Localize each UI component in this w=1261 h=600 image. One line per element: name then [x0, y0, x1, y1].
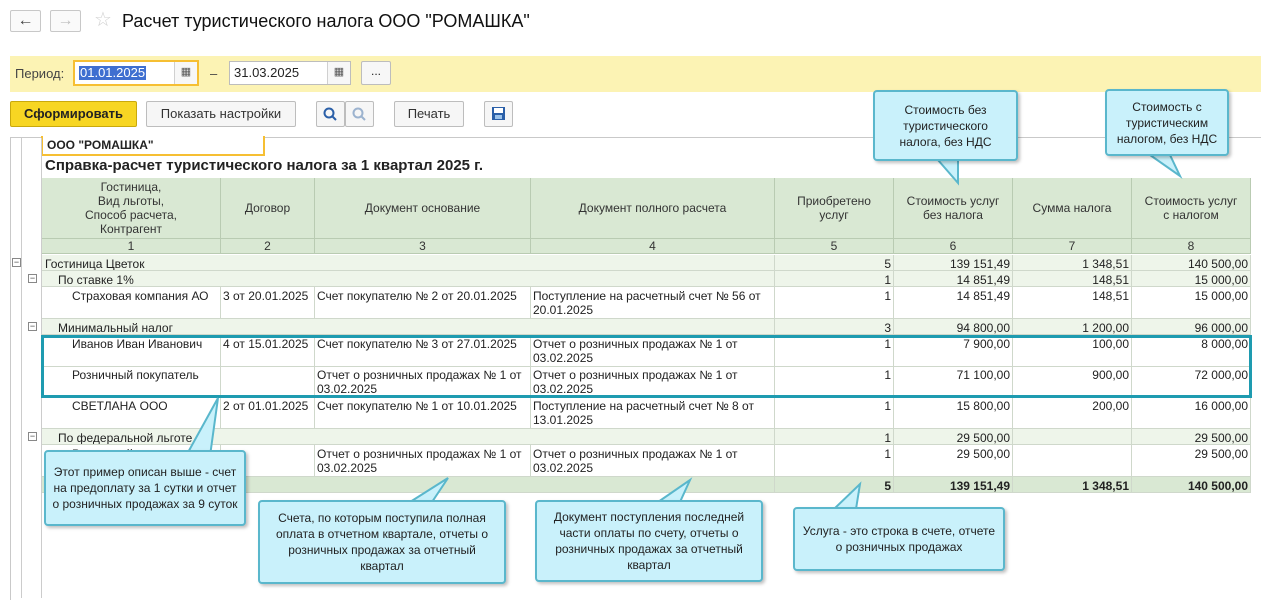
- tax-cell: 900,00: [1013, 366, 1132, 398]
- group-name: Минимальный налог: [42, 319, 775, 335]
- column-number: 3: [315, 239, 531, 254]
- cost-cell: 14 851,49: [894, 287, 1013, 319]
- totals-total: 140 500,00: [1132, 477, 1251, 493]
- base-document-cell: Отчет о розничных продажах № 1 от 03.02.2025: [315, 445, 531, 477]
- group-tax: 1 200,00: [1013, 319, 1132, 335]
- callout-base-docs: Счета, по которым поступила полная оплата в отчетном квартале, отчеты о розничных продажах за отчетный квартал: [258, 500, 506, 584]
- total-cell: 8 000,00: [1132, 335, 1251, 367]
- group-qty: 3: [775, 319, 894, 335]
- column-number: 8: [1132, 239, 1251, 254]
- totals-cost: 139 151,49: [894, 477, 1013, 493]
- period-to-value: 31.03.2025: [234, 65, 300, 80]
- counterparty-cell: СВЕТЛАНА ООО: [42, 397, 221, 429]
- column-number: 1: [42, 239, 221, 254]
- group-tax: 148,51: [1013, 271, 1132, 287]
- group-qty: 1: [775, 429, 894, 445]
- callout-tail-base-docs: [410, 478, 448, 502]
- callout-example: Этот пример описан выше - счет на предоплату за 1 сутки и отчет о розничных продажах за 9 суток: [44, 450, 246, 526]
- callout-tail-cost-without-tax: [938, 160, 958, 183]
- total-cell: 29 500,00: [1132, 445, 1251, 477]
- hotel-name: Гостиница Цветок: [42, 255, 775, 271]
- counterparty-cell: Иванов Иван Иванович: [42, 335, 221, 367]
- group-cost: 94 800,00: [894, 319, 1013, 335]
- callout-cost-with-tax: Стоимость с туристическим налогом, без НДС: [1105, 89, 1229, 156]
- total-cell: 72 000,00: [1132, 366, 1251, 398]
- counterparty-cell: Розничный покупатель: [42, 366, 221, 398]
- period-label: Период:: [15, 66, 65, 81]
- column-header: Гостиница, Вид льготы, Способ расчета, Контрагент: [42, 178, 221, 239]
- group-qty: 5: [775, 255, 894, 271]
- favorite-star-icon[interactable]: ☆: [94, 9, 112, 31]
- callout-tail-cost-with-tax: [1150, 155, 1180, 176]
- base-document-cell: Отчет о розничных продажах № 1 от 03.02.2025: [315, 366, 531, 398]
- period-select-button[interactable]: ...: [361, 61, 391, 85]
- group-total: 140 500,00: [1132, 255, 1251, 271]
- calendar-icon[interactable]: ▦: [327, 62, 350, 84]
- arrow-right-icon: →: [57, 12, 74, 29]
- group-name: По ставке 1%: [42, 271, 775, 287]
- qty-cell: 1: [775, 445, 894, 477]
- cost-cell: 15 800,00: [894, 397, 1013, 429]
- full-document-cell: Поступление на расчетный счет № 8 от 13.01.2025: [531, 397, 775, 429]
- counterparty-cell: Страховая компания АО: [42, 287, 221, 319]
- column-number: 4: [531, 239, 775, 254]
- qty-cell: 1: [775, 335, 894, 367]
- tax-cell: 200,00: [1013, 397, 1132, 429]
- qty-cell: 1: [775, 397, 894, 429]
- column-header: Документ полного расчета: [531, 178, 775, 239]
- column-number: 2: [221, 239, 315, 254]
- collapse-toggle-icon: −: [13, 257, 20, 267]
- arrow-left-icon: ←: [17, 12, 34, 29]
- collapse-toggle-icon: −: [29, 321, 36, 331]
- contract-cell: 4 от 15.01.2025: [221, 335, 315, 367]
- cost-cell: 7 900,00: [894, 335, 1013, 367]
- column-header: Приобретено услуг: [775, 178, 894, 239]
- base-document-cell: Счет покупателю № 2 от 20.01.2025: [315, 287, 531, 319]
- full-document-cell: Отчет о розничных продажах № 1 от 03.02.2025: [531, 366, 775, 398]
- callout-tail-full-docs: [658, 480, 690, 502]
- column-header: Стоимость услуг с налогом: [1132, 178, 1251, 239]
- callout-full-docs: Документ поступления последней части оплаты по счету, отчеты о розничных продажах за отчетный квартал: [535, 500, 763, 582]
- period-from-value: 01.01.2025: [80, 65, 146, 80]
- period-separator: –: [210, 66, 218, 81]
- column-header: Документ основание: [315, 178, 531, 239]
- print-button[interactable]: Печать: [394, 101, 464, 127]
- qty-cell: 1: [775, 287, 894, 319]
- total-cell: 15 000,00: [1132, 287, 1251, 319]
- collapse-toggle-icon: −: [29, 431, 36, 441]
- callout-tail-example: [186, 398, 218, 456]
- show-settings-button[interactable]: Показать настройки: [146, 101, 296, 127]
- column-number: 5: [775, 239, 894, 254]
- total-cell: 16 000,00: [1132, 397, 1251, 429]
- generate-button[interactable]: Сформировать: [10, 101, 137, 127]
- full-document-cell: Отчет о розничных продажах № 1 от 03.02.2025: [531, 445, 775, 477]
- group-cost: 29 500,00: [894, 429, 1013, 445]
- column-number: 7: [1013, 239, 1132, 254]
- callout-tail-service: [834, 484, 860, 509]
- contract-cell: 2 от 01.01.2025: [221, 397, 315, 429]
- tax-cell: 100,00: [1013, 335, 1132, 367]
- contract-cell: 3 от 20.01.2025: [221, 287, 315, 319]
- collapse-toggle-icon: −: [29, 273, 36, 283]
- group-cost: 14 851,49: [894, 271, 1013, 287]
- group-tax: 1 348,51: [1013, 255, 1132, 271]
- window-title: Расчет туристического налога ООО "РОМАШКА": [122, 11, 530, 31]
- base-document-cell: Счет покупателю № 1 от 10.01.2025: [315, 397, 531, 429]
- tax-cell: 148,51: [1013, 287, 1132, 319]
- base-document-cell: Счет покупателю № 3 от 27.01.2025: [315, 335, 531, 367]
- column-header: Договор: [221, 178, 315, 239]
- cost-cell: 29 500,00: [894, 445, 1013, 477]
- column-header: Стоимость услуг без налога: [894, 178, 1013, 239]
- report-org-name: ООО "РОМАШКА": [41, 136, 265, 156]
- calendar-icon[interactable]: ▦: [174, 62, 197, 84]
- group-total: 29 500,00: [1132, 429, 1251, 445]
- qty-cell: 1: [775, 366, 894, 398]
- totals-qty: 5: [775, 477, 894, 493]
- column-header: Сумма налога: [1013, 178, 1132, 239]
- full-document-cell: Поступление на расчетный счет № 56 от 20.01.2025: [531, 287, 775, 319]
- group-total: 96 000,00: [1132, 319, 1251, 335]
- group-cost: 139 151,49: [894, 255, 1013, 271]
- group-name: По федеральной льготе: [42, 429, 775, 445]
- column-number: 6: [894, 239, 1013, 254]
- group-total: 15 000,00: [1132, 271, 1251, 287]
- report-title: Справка-расчет туристического налога за 1 квартал 2025 г.: [45, 157, 484, 174]
- callout-cost-without-tax: Стоимость без туристического налога, без НДС: [873, 90, 1018, 161]
- full-document-cell: Отчет о розничных продажах № 1 от 03.02.2025: [531, 335, 775, 367]
- cost-cell: 71 100,00: [894, 366, 1013, 398]
- group-qty: 1: [775, 271, 894, 287]
- callout-service: Услуга - это строка в счете, отчете о розничных продажах: [793, 507, 1005, 571]
- totals-tax: 1 348,51: [1013, 477, 1132, 493]
